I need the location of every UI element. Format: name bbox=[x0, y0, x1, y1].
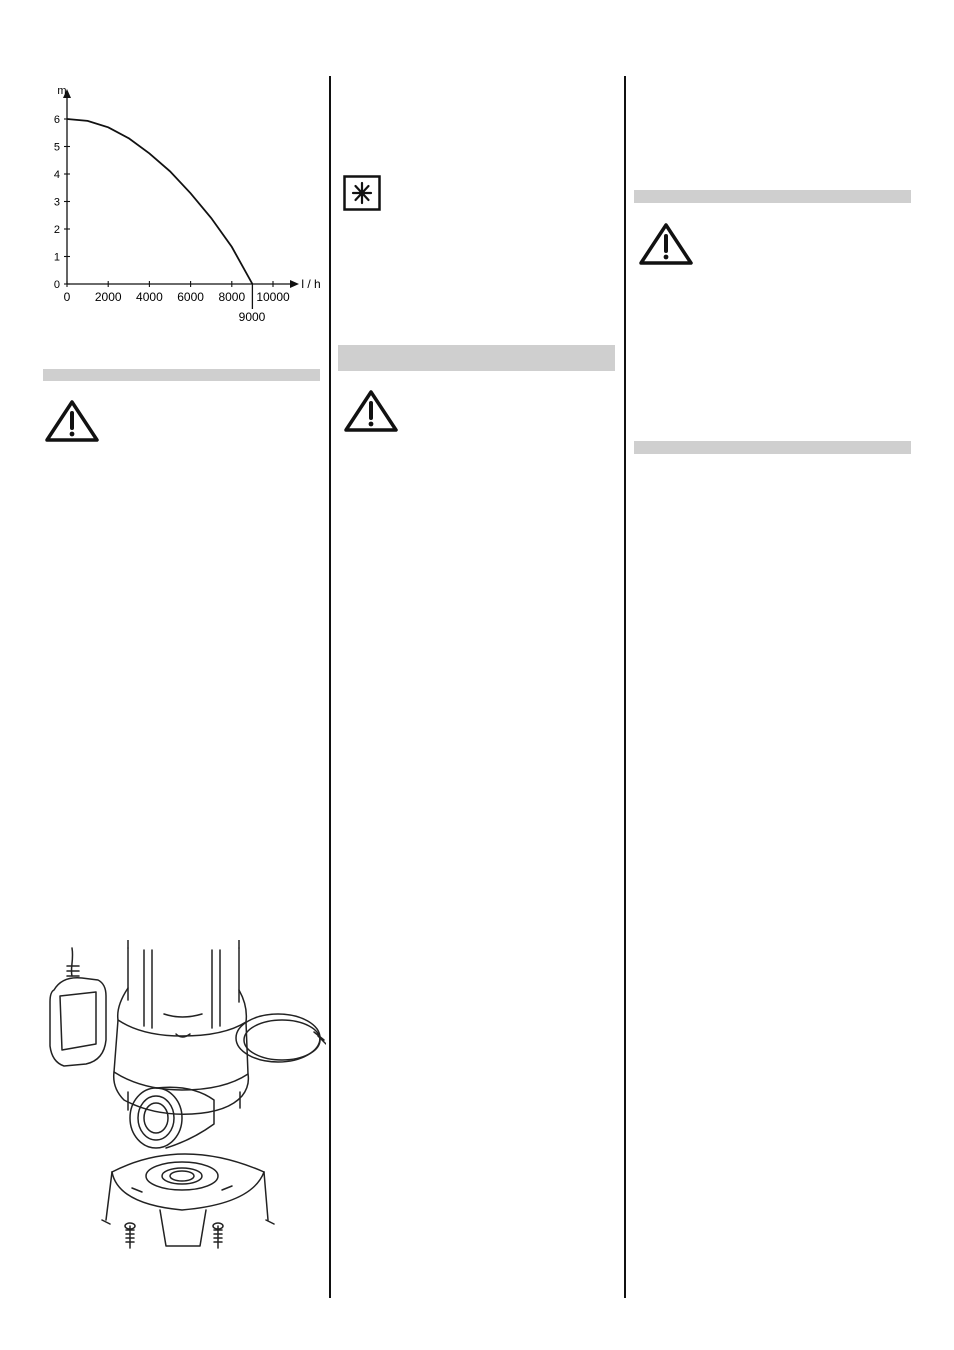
x-tick-label: 4000 bbox=[136, 290, 163, 304]
x-annotation-label: 9000 bbox=[238, 310, 266, 324]
warning-triangle-icon bbox=[638, 222, 694, 266]
y-tick-label: 2 bbox=[53, 224, 60, 236]
column-divider-right bbox=[624, 76, 626, 1298]
x-tick-label: 10000 bbox=[256, 290, 290, 304]
x-tick-label: 2000 bbox=[94, 290, 122, 304]
x-axis-arrow bbox=[290, 280, 299, 288]
section-bar-middle bbox=[338, 345, 615, 371]
frost-protection-icon bbox=[343, 175, 381, 211]
y-tick-label: 1 bbox=[53, 251, 60, 264]
y-tick-label: 0 bbox=[53, 279, 60, 291]
y-tick-label: 6 bbox=[53, 114, 60, 126]
pump-performance-chart bbox=[40, 78, 330, 328]
pump-illustration bbox=[42, 940, 326, 1262]
x-axis-label: l / h bbox=[301, 277, 321, 291]
y-tick-label: 4 bbox=[53, 169, 60, 181]
warning-triangle-icon bbox=[44, 399, 100, 443]
warning-triangle-icon bbox=[343, 389, 399, 433]
x-tick-label: 8000 bbox=[218, 290, 246, 304]
y-tick-label: 3 bbox=[53, 196, 60, 209]
y-axis-label: m bbox=[57, 85, 67, 97]
x-tick-label: 6000 bbox=[177, 290, 204, 304]
section-bar-right-top bbox=[634, 190, 911, 203]
section-bar-right-bottom bbox=[634, 441, 911, 454]
y-tick-label: 5 bbox=[53, 141, 60, 154]
performance-curve bbox=[67, 119, 252, 284]
chart-layer bbox=[54, 89, 299, 309]
x-tick-label: 0 bbox=[63, 290, 71, 304]
section-bar-left bbox=[43, 369, 320, 381]
